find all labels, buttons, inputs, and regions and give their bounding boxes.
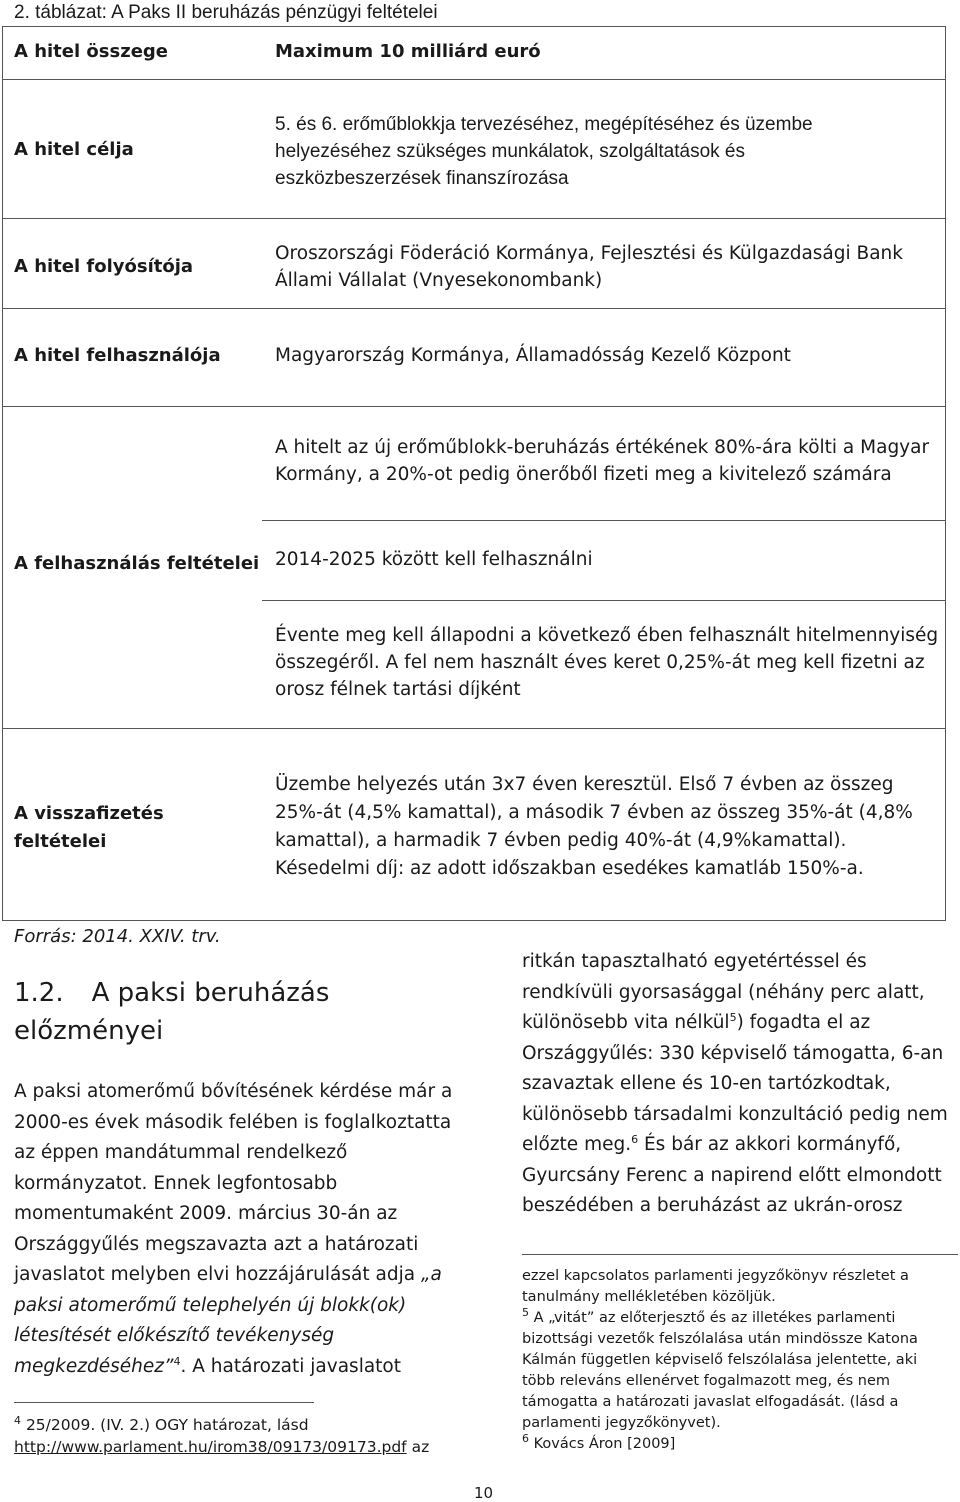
table-source: Forrás: 2014. XXIV. trv. [14, 926, 221, 947]
table-caption: 2. táblázat: A Paks II beruházás pénzügyi feltételei [14, 2, 438, 23]
footnote-ref-4[interactable]: 4 [173, 1354, 181, 1368]
row-value-usage-1: A hitelt az új erőműblokk-beruházás értékének 80%-ára költi a Magyar Kormány, a 20%-ot pedig önerőből fizeti meg a kivitelező számára [275, 437, 930, 485]
footnote-4-link[interactable]: http://www.parlament.hu/irom38/09173/09173.pdf [14, 1438, 407, 1456]
footnote-4-text: 25/2009. (IV. 2.) OGY határozat, lásd [25, 1416, 309, 1434]
right-paragraph-part2: ) fogadta el az Országgyűlés: 330 képviselő támogatta, 6-an szavaztak ellene és 10-en tartózkodtak, különösebb társadalmi konzultáció pedig nem előzte meg. [522, 1012, 948, 1155]
row-value-user: Magyarország Kormánya, Államadósság Kezelő Központ [275, 345, 791, 366]
row-label-usage-terms: A felhasználás feltételei [14, 553, 260, 574]
left-paragraph-quote: „a paksi atomerőmű telephelyén új blokk(ok) létesítését előkészítő tevékenység megkezdéséhez” [14, 1264, 442, 1377]
left-paragraph-text: A paksi atomerőmű bővítésének kérdése már a 2000-es évek második felében is foglalkoztatta az éppen mandátummal rendelkező kormányzatot. Ennek legfontosabb momentumaként 2009. március 30-án az Országgyűlés megszavazta azt a határozati javaslatot melyben elvi hozzájárulását adja [14, 1081, 453, 1285]
row-divider [2, 406, 946, 407]
row-label-purpose: A hitel célja [14, 139, 134, 160]
footnote-continuation: ezzel kapcsolatos parlamenti jegyzőkönyv részletet a tanulmány mellékletében közöljük. [522, 1268, 909, 1305]
row-value-repayment: Üzembe helyezés után 3x7 éven keresztül. Első 7 évben az összeg 25%-át (4,5% kamattal), a második 7 évben az összeg 35%-át (4,8% kamattal), a harmadik 7 évben pedig 40%-át (4,9%kamattal). Késedelmi díj: az adott időszakban esedékes kamatláb 150%-a. [275, 774, 913, 879]
left-paragraph-after: . A határozati javaslatot [180, 1355, 401, 1377]
section-title: A paksi beruházás előzményei [14, 978, 330, 1046]
section-heading [14, 974, 344, 1050]
left-paragraph [14, 1077, 454, 1382]
footnote-6 [522, 1434, 942, 1455]
row-label-repayment: A visszafizetés feltételei [14, 803, 164, 852]
right-paragraph-part1: ritkán tapasztalható egyetértéssel és rendkívüli gyorsasággal (néhány perc alatt, különösebb vita nélkül [522, 951, 925, 1033]
right-paragraph-part3: És bár az akkori kormányfő, Gyurcsány Ferenc a napirend előtt elmondott beszédében a beruházást az ukrán-orosz [522, 1134, 942, 1216]
page-number: 10 [474, 1484, 494, 1502]
right-paragraph [522, 947, 952, 1222]
footnote-ref-5[interactable]: 5 [729, 1010, 737, 1024]
sub-divider [262, 600, 946, 601]
row-label-lender: A hitel folyósítója [14, 256, 194, 277]
row-value-usage-3: Évente meg kell állapodni a következő ében felhasznált hitelmennyiség összegéről. A fel nem használt éves keret 0,25%-át meg kell fizetni az orosz félnek tartási díjként [275, 625, 939, 700]
sub-divider [262, 520, 946, 521]
footnotes-right [522, 1266, 942, 1455]
row-divider [2, 308, 946, 309]
footnote-4 [14, 1414, 434, 1458]
row-divider [2, 218, 946, 219]
footnote-4-mark: 4 [14, 1413, 21, 1427]
row-label-user: A hitel felhasználója [14, 345, 221, 366]
footnote-5-text: A „vitát” az előterjesztő és az illetékes parlamenti bizottsági vezetők felszólalása után mindössze Katona Kálmán független képviselő felszólalása jelentette, aki több releváns ellenérvet fogalmazott meg, és nem támogatta a határozati javaslat elfogadását. (lásd a parlamenti jegyzőkönyvet). [522, 1310, 918, 1431]
row-divider [2, 79, 946, 80]
footnote-6-text: Kovács Áron [2009] [533, 1436, 676, 1452]
row-divider [2, 728, 946, 729]
row-value-purpose: 5. és 6. erőműblokkja tervezéséhez, megépítéséhez és üzembe helyezéséhez szükséges munkálatok, szolgáltatások és eszközbeszerzések finanszírozása [275, 114, 813, 189]
header-label: A hitel összege [14, 41, 169, 62]
footnote-5 [522, 1308, 942, 1434]
row-value-usage-2: 2014-2025 között kell felhasználni [275, 549, 593, 570]
footnote-6-mark: 6 [522, 1432, 529, 1446]
footnote-rule-left [14, 1402, 314, 1403]
footnote-rule-right [522, 1254, 958, 1255]
header-value: Maximum 10 milliárd euró [275, 41, 541, 62]
section-number: 1.2. [14, 978, 64, 1008]
footnote-ref-6[interactable]: 6 [631, 1132, 639, 1146]
footnote-5-mark: 5 [522, 1306, 529, 1320]
footnote-4-after: az [406, 1438, 430, 1456]
row-value-lender: Oroszországi Föderáció Kormánya, Fejlesztési és Külgazdasági Bank Állami Vállalat (Vnyesekonombank) [275, 243, 903, 291]
